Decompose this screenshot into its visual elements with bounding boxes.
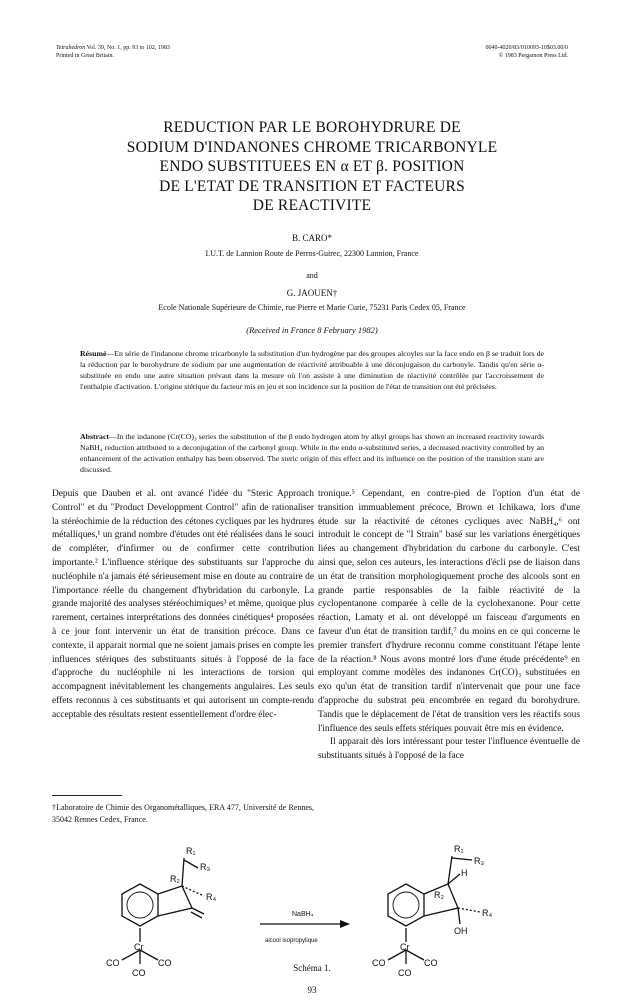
product-r3-label: R₃ bbox=[474, 856, 485, 866]
product-r3-bond bbox=[452, 858, 472, 860]
reactant-r3-bond bbox=[184, 860, 198, 868]
author-2: G. JAOUEN† bbox=[286, 288, 338, 298]
printed-note: Printed in Great Britain. bbox=[56, 53, 114, 59]
publisher-header bbox=[486, 44, 569, 60]
body-right-column bbox=[318, 488, 580, 764]
reactant-co-label-1: CO bbox=[106, 958, 120, 968]
footnote: †Laboratoire de Chimie des Organométalliques, ERA 477, Université de Rennes, 35042 Rennes Cedex, France. bbox=[52, 803, 314, 824]
title-line-3: ENDO SUBSTITUEES EN α ET β. POSITION bbox=[159, 158, 465, 175]
product-oh-label: OH bbox=[454, 926, 468, 936]
resume-text: —En série de l'indanone chrome tricarbonyle la substitution d'un hydrogène par des groupes alcoyles sur la face endo en β se traduit lors de la réduction par le borohydrure de sodium par une augmentation de réactivité attribuable à une déconjugaison du carbonyle. Tandis qu'en série α-substituée en endo une autre situation prévaut dans la mesure où l'on assiste à une diminution de réactivité contrôlée par l'accroissement de l'enthalpie d'activation. L'origine stérique du facteur mis en jeu et son incidence sur la position de l'état de transition ont été précisées. bbox=[80, 349, 544, 391]
affiliation-2: Ecole Nationale Supérieure de Chimie, rue Pierre et Marie Curie, 75231 Paris Cedex 05, France bbox=[158, 303, 466, 312]
product-h-label: H bbox=[461, 868, 468, 878]
article-code: 0040-4020/83/010093-10$03.00/0 bbox=[485, 45, 568, 51]
reactant-cr-label: Cr bbox=[134, 942, 144, 952]
title-line-2: SODIUM D'INDANONES CHROME TRICARBONYLE bbox=[126, 138, 498, 156]
product-r4-bond bbox=[458, 908, 480, 912]
reactant-r1-bond bbox=[182, 858, 184, 886]
resume-paragraph bbox=[80, 348, 544, 392]
body-paragraph: tronique.⁵ Cependant, en contre-pied de l'option d'un état de transition immuablement précoce, Brown et Ichikawa, lors d'une étude sur la réactivité de cétones cycliques avec NaBH₄,⁶ ont introduit le concept de "I Strain" basé sur les variations énergétiques liées au changement d'hybridation du carbone du carbonyle. C'est ainsi que, selon ces auteurs, les interactions d'écli pse de liaison dans un état de transition morphologiquement proche des alcools sont en grande partie responsables de la faible réactivité de la cyclopentanone comparée à celle de la cyclohexanone. Pour cette réaction, Lamaty et al. ont développé un faisceau d'arguments en faveur d'un état de transition tardif,⁷ du moins en ce qui concerne le premier transfert d'hydrure reconnu comme constituant l'étape lente de la réaction.⁸ Nous avons montré lors d'une étude précédente⁹ en employant comme modèles des indanones Cr(CO)₃ substituées en exo qu'un état de transition tardif n'intervenait que pour une face d'approche du substrat peu encombrée en regard du borohydrure. Tandis que le déplacement de l'état de transition vers les réactifs sous l'influence des seuls effets stériques pouvait être mis en évidence. bbox=[318, 489, 580, 734]
paper-title bbox=[0, 118, 624, 216]
scheme-caption: Schéma 1. bbox=[293, 963, 331, 973]
affiliation-1: I.U.T. de Lannion Route de Perros-Guirec, 22300 Lannion, France bbox=[205, 249, 419, 258]
journal-header bbox=[56, 44, 170, 60]
page-number: 93 bbox=[307, 985, 317, 995]
product-co-label-2: CO bbox=[424, 958, 438, 968]
product-aromatic-circle bbox=[393, 892, 419, 918]
received-date: (Received in France 8 February 1982) bbox=[246, 325, 378, 335]
author-separator: and bbox=[306, 271, 318, 280]
reactant-r3-label: R₃ bbox=[200, 862, 211, 872]
product-co-label-1: CO bbox=[372, 958, 386, 968]
product-r4-label: R₄ bbox=[482, 908, 493, 918]
product-r1-bond bbox=[448, 856, 452, 884]
reaction-arrowhead bbox=[340, 920, 350, 928]
resume-label: Résumé bbox=[80, 349, 107, 358]
title-line-5: DE REACTIVITE bbox=[252, 197, 372, 214]
abstract-text: —In the indanone (Cr(CO)₃ series the substitution of the β endo hydrogen atom by alkyl groups has shown an increased reactivity towards NaBH₄ reduction attributed to a deconjugation of the carbonyl group. While in the endo α-substituted series, a decreased reactivity controlled by an enhancement of the activation enthalpy has been observed. The steric origin of this effect and its influence on the position of the transition state are discussed. bbox=[80, 432, 544, 474]
title-line-4: DE L'ETAT DE TRANSITION ET FACTEURS bbox=[159, 177, 465, 195]
reagent-label: NaBH₄ bbox=[292, 911, 314, 918]
body-paragraph: Il apparait dès lors intéressant pour tester l'influence éventuelle de substituants situés à l'opposé de la face bbox=[318, 737, 580, 762]
journal-citation: Vol. 39, No. 1, pp. 93 to 102, 1983 bbox=[86, 45, 170, 51]
product-co-label-3: CO bbox=[398, 968, 412, 978]
title-line-1: REDUCTION PAR LE BOROHYDRURE DE bbox=[163, 119, 461, 136]
journal-name: Tetrahedron bbox=[56, 45, 86, 51]
reactant-aromatic-circle bbox=[127, 892, 153, 918]
body-paragraph: Depuis que Dauben et al. ont avancé l'idée du "Steric Approach Control" et du "Product Developpment Control" afin de rationaliser la stéréochimie de la réduction des cétones cycliques par les hydrures métalliques,¹ un grand nombre d'études ont été réalisées dans le souci de compléter, d'infirmer ou de confirmer cette contribution importante.² L'influence stérique des substituants sur l'approche du nucléophile n'a jamais été sérieusement mise en doute au contraire de l'importance réelle du changement d'hybridation du carbonyle. La grande majorité des analyses stéréochimiques³ et même, quoique plus rarement, certaines interprétations des données cinétiques⁴ proposées à ce jour font intervenir un état de transition précoce. Dans ce contexte, il apparait normal que ne soient jamais prises en compte les influences stériques des substituants situés à l'opposé de la face d'approche du nucléophile ni les interactions de torsion qui accompagnent inévitablement les changements angulaires. Les seuls effets reconnus à ces substituants et qui autorisent un compte-rendu acceptable des résultats restent essentiellement d'ordre élec- bbox=[52, 489, 314, 720]
footnote-rule bbox=[52, 795, 122, 796]
product-oh-bond bbox=[458, 908, 460, 924]
product-r2-label: R₂ bbox=[434, 890, 444, 900]
reactant-co-label-2: CO bbox=[158, 958, 172, 968]
reactant-r1-label: R₁ bbox=[186, 846, 196, 856]
product-cr-label: Cr bbox=[400, 942, 410, 952]
product-r1-label: R₁ bbox=[454, 844, 464, 854]
reactant-five-ring bbox=[158, 886, 192, 916]
reactant-co-label-3: CO bbox=[132, 968, 146, 978]
body-left-column bbox=[52, 488, 314, 723]
abstract-label: Abstract bbox=[80, 432, 110, 441]
reactant-r2-label: R₂ bbox=[170, 874, 180, 884]
author-1: B. CARO* bbox=[291, 233, 332, 243]
solvent-label: alcool isopropylique bbox=[265, 938, 318, 944]
reactant-r4-label: R₄ bbox=[206, 892, 217, 902]
copyright: © 1983 Pergamon Press Ltd. bbox=[498, 53, 568, 59]
product-five-ring bbox=[424, 884, 458, 916]
abstract-paragraph bbox=[80, 431, 544, 475]
